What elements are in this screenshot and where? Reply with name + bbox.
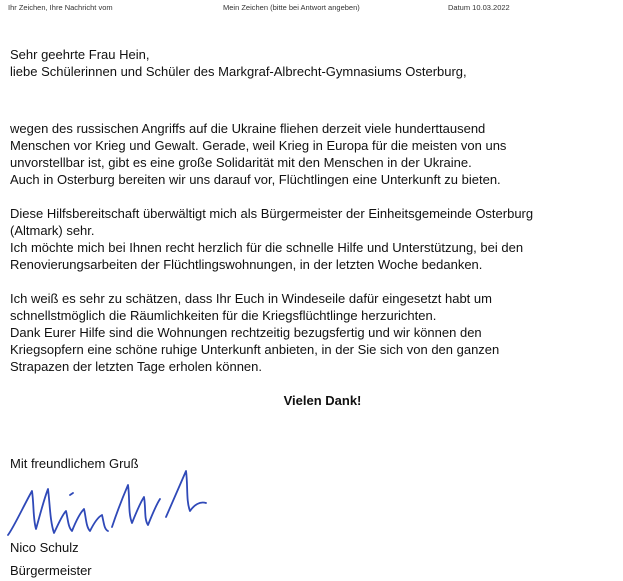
paragraph-line: Renovierungsarbeiten der Flüchtlingswohnungen, in der letzten Woche bedanken. xyxy=(10,257,483,272)
paragraph-line: Kriegsopfern eine schöne ruhige Unterkunft anbieten, in der Sie sich von den ganzen xyxy=(10,342,500,357)
paragraph-line: Dank Eurer Hilfe sind die Wohnungen rechtzeitig bezugsfertig und wir können den xyxy=(10,325,482,340)
paragraph-line: Auch in Osterburg bereiten wir uns darauf vor, Flüchtlingen eine Unterkunft zu bieten. xyxy=(10,172,501,187)
header-date-label: Datum 10.03.2022 xyxy=(448,3,510,12)
letter-body xyxy=(10,46,615,409)
paragraph-2 xyxy=(10,205,615,273)
paragraph-line: schnellstmöglich die Räumlichkeiten für die Kriegsflüchtlinge herzurichten. xyxy=(10,308,437,323)
salutation xyxy=(10,46,615,80)
paragraph-line: Strapazen der letzten Tage erholen können. xyxy=(10,359,262,374)
paragraph-line: Ich möchte mich bei Ihnen recht herzlich für die schnelle Hilfe und Unterstützung, bei den xyxy=(10,240,524,255)
handwritten-signature xyxy=(0,455,230,550)
letter-header-row xyxy=(8,3,615,15)
paragraph-1 xyxy=(10,120,615,188)
paragraph-line: Diese Hilfsbereitschaft überwältigt mich als Bürgermeister der Einheitsgemeinde Osterburg xyxy=(10,206,534,221)
signer-title: Bürgermeister xyxy=(10,563,92,578)
paragraph-line: wegen des russischen Angriffs auf die Ukraine fliehen derzeit viele hunderttausend xyxy=(10,121,486,136)
paragraph-line: (Altmark) sehr. xyxy=(10,223,95,238)
header-reference-label: Ihr Zeichen, Ihre Nachricht vom xyxy=(8,3,113,12)
salutation-line-1: Sehr geehrte Frau Hein, xyxy=(10,47,150,62)
header-my-reference-label: Mein Zeichen (bitte bei Antwort angeben) xyxy=(223,3,360,12)
salutation-line-2: liebe Schülerinnen und Schüler des Markgraf-Albrecht-Gymnasiums Osterburg, xyxy=(10,64,467,79)
paragraph-3 xyxy=(10,290,615,375)
closing-line: Mit freundlichem Gruß xyxy=(10,456,139,471)
paragraph-line: Menschen vor Krieg und Gewalt. Gerade, weil Krieg in Europa für die meisten von uns xyxy=(10,138,507,153)
signer-name: Nico Schulz xyxy=(10,540,79,555)
thanks-line: Vielen Dank! xyxy=(283,393,362,408)
paragraph-line: unvorstellbar ist, gibt es eine große Solidarität mit den Menschen in der Ukraine. xyxy=(10,155,472,170)
paragraph-line: Ich weiß es sehr zu schätzen, dass Ihr Euch in Windeseile dafür eingesetzt habt um xyxy=(10,291,492,306)
